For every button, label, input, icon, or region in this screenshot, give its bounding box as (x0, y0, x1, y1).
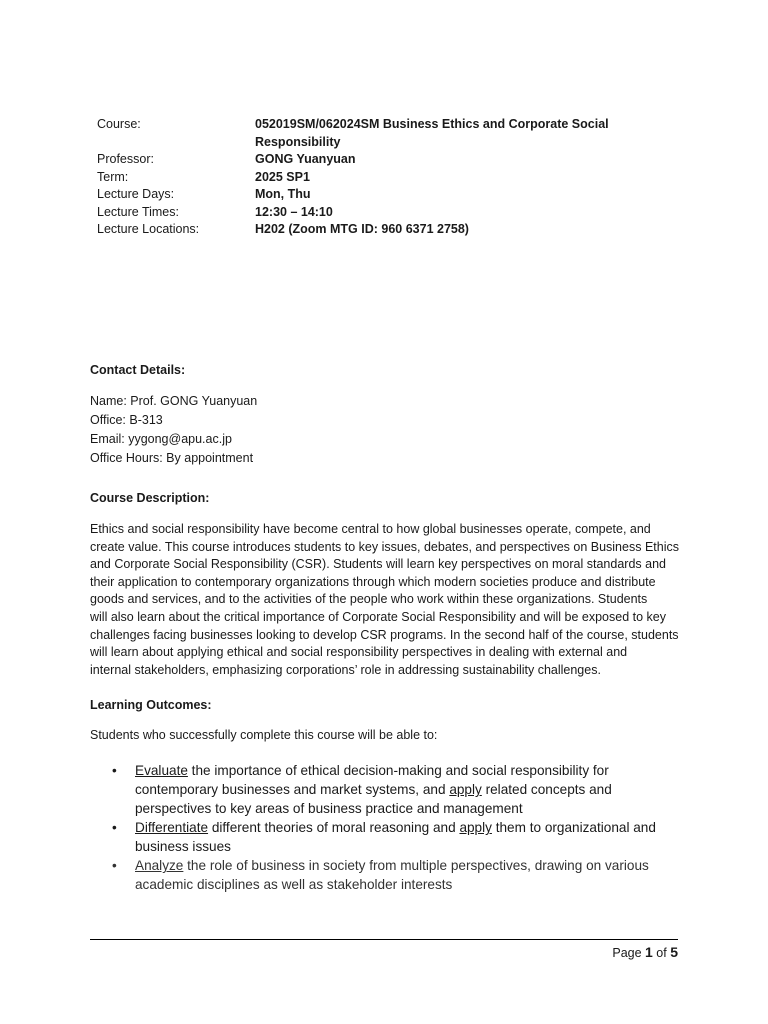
learning-outcomes-list (90, 761, 680, 894)
list-item (90, 856, 680, 894)
outcome-verb: apply (449, 782, 482, 798)
description-line: will learn about applying ethical and social responsibility perspectives in dealing with external and (90, 645, 628, 660)
outcome-text: different theories of moral reasoning and (208, 820, 460, 836)
outcome-text: the importance of ethical decision-making and social responsibility for (187, 763, 609, 779)
outcome-text: them to organizational and (491, 820, 656, 836)
contact-heading: Contact Details: (90, 363, 186, 377)
outcome-verb: Evaluate (135, 763, 188, 779)
learning-outcomes-intro: Students who successfully complete this course will be able to: (90, 727, 438, 742)
lecture-times-value: 12:30 – 14:10 (255, 204, 333, 219)
course-info-table (97, 116, 657, 239)
outcome-line: perspectives to key areas of business practice and management (135, 801, 523, 817)
term-label: Term: (97, 169, 129, 184)
current-page-number: 1 (645, 944, 653, 960)
outcome-verb: Analyze (135, 858, 184, 874)
outcome-line (135, 761, 680, 780)
page-label: Page (612, 946, 646, 960)
term-value: 2025 SP1 (255, 169, 310, 184)
list-item (90, 818, 680, 856)
lecture-times-label: Lecture Times: (97, 204, 179, 219)
bullet-icon: • (112, 763, 117, 779)
lecture-days-value: Mon, Thu (255, 187, 311, 201)
course-description-paragraph (90, 521, 680, 679)
footer-divider (90, 939, 678, 940)
course-value (255, 116, 615, 151)
description-line: Ethics and social responsibility have become central to how global businesses operate, compete, and (90, 522, 651, 536)
contact-office: Office: B-313 (90, 412, 163, 427)
professor-value: GONG Yuanyuan (255, 152, 356, 166)
learning-outcomes-heading: Learning Outcomes: (90, 698, 212, 713)
lecture-locations-value: H202 (Zoom MTG ID: 960 6371 2758) (255, 222, 469, 236)
description-line: will also learn about the critical importance of Corporate Social Responsibility and will be exposed to key (90, 609, 666, 624)
description-line: their application to contemporary organizations through which modern societies produce and distribute (90, 574, 656, 589)
description-line: goods and services, and to the activities of the people who work within these organizations. Students (90, 592, 648, 607)
lecture-times-row (97, 204, 657, 222)
outcome-line (135, 780, 680, 799)
of-label: of (652, 946, 671, 960)
outcome-line (135, 818, 680, 837)
list-item (90, 761, 680, 818)
outcome-line (135, 856, 680, 875)
total-pages-number: 5 (670, 944, 678, 960)
description-line: challenges facing businesses looking to develop CSR programs. In the second half of the course, students (90, 627, 679, 642)
outcome-verb: apply (459, 820, 492, 836)
lecture-days-label: Lecture Days: (97, 187, 175, 201)
contact-details (90, 392, 680, 468)
contact-email: Email: yygong@apu.ac.jp (90, 431, 232, 446)
contact-office-hours: Office Hours: By appointment (90, 450, 254, 465)
bullet-icon: • (112, 820, 117, 836)
outcome-line: business issues (135, 839, 231, 855)
description-line: create value. This course introduces students to key issues, debates, and perspectives on Business Ethics (90, 539, 679, 554)
lecture-days-row (97, 186, 657, 204)
course-row (97, 116, 657, 151)
outcome-verb: Differentiate (135, 820, 209, 836)
description-line: and Corporate Social Responsibility (CSR). Students will learn key perspectives on moral standards and (90, 557, 666, 572)
term-row (97, 169, 657, 187)
course-value-line2: Responsibility (255, 134, 341, 149)
contact-name: Name: Prof. GONG Yuanyuan (90, 393, 258, 408)
professor-row (97, 151, 657, 169)
course-value-line1: 052019SM/062024SM Business Ethics and Corporate Social (255, 117, 609, 131)
lecture-locations-label: Lecture Locations: (97, 222, 200, 236)
outcome-line: academic disciplines as well as stakeholder interests (135, 877, 453, 893)
outcome-text: the role of business in society from multiple perspectives, drawing on various (183, 858, 649, 874)
outcome-text: contemporary businesses and market systems, and (135, 782, 450, 798)
document-body (90, 362, 680, 894)
lecture-locations-row (97, 221, 657, 239)
course-description-heading: Course Description: (90, 490, 210, 505)
outcome-text: related concepts and (481, 782, 612, 798)
bullet-icon: • (112, 858, 117, 874)
page-number-footer (612, 943, 678, 962)
course-label: Course: (97, 117, 141, 131)
description-line: internal stakeholders, emphasizing corporations’ role in addressing sustainability challenges. (90, 662, 601, 677)
professor-label: Professor: (97, 152, 154, 166)
